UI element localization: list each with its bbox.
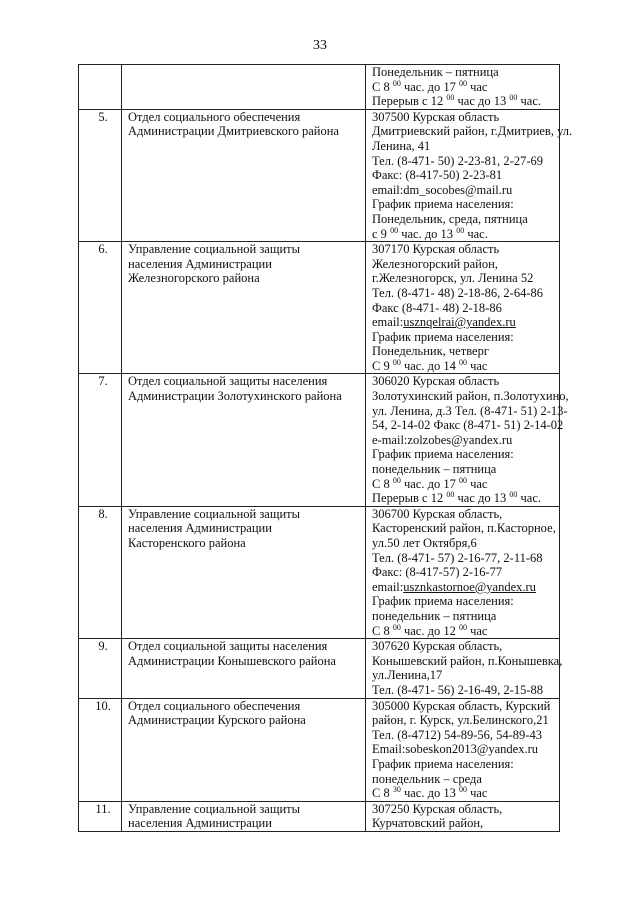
organization-name-line: населения Администрации xyxy=(128,256,272,271)
row-number: 9. xyxy=(79,639,122,698)
contact-info-line: Понедельник, среда, пятница xyxy=(372,211,528,226)
contact-info-line: Конышевский район, п.Конышевка, xyxy=(372,653,563,668)
contact-info xyxy=(366,698,560,801)
organization-name-line: Управление социальной защиты xyxy=(128,242,301,257)
contact-info-line: район, г. Курск, ул.Белинского,21 xyxy=(372,713,549,728)
organization-name xyxy=(122,801,366,831)
contact-info-line: 306020 Курская область xyxy=(372,374,500,389)
contact-info-line: Касторенский район, п.Касторное, xyxy=(372,521,556,536)
contact-info-line: понедельник – среда xyxy=(372,771,482,786)
contact-info-line: ул. Ленина, д.3 Тел. (8-471- 51) 2-13- xyxy=(372,403,568,418)
superscript-minutes: 00 xyxy=(456,225,465,235)
contact-info-line: Факс: (8-417-50) 2-23-81 xyxy=(372,168,503,183)
contact-info-line: Перерыв с 12 $^{00}$ час до 13 $^{00}$ час. xyxy=(372,490,541,506)
contact-info-line: Понедельник – пятница xyxy=(372,65,499,79)
superscript-minutes: 00 xyxy=(392,357,401,367)
contact-info-line: 307170 Курская область xyxy=(372,242,500,257)
organization-name-line: Администрации Золотухинского района xyxy=(128,389,342,404)
contact-info-line: 305000 Курская область, Курский xyxy=(372,698,551,713)
contact-info-line: email:usznkastornoe@yandex.ru xyxy=(372,579,536,594)
superscript-minutes: 00 xyxy=(390,225,399,235)
table-row xyxy=(79,639,560,698)
contact-info-line: Факс: (8-417-57) 2-16-77 xyxy=(372,565,503,580)
contact-info-line: email:dm_socobes@mail.ru xyxy=(372,182,513,197)
organization-name xyxy=(122,242,366,374)
contact-info-line: 307500 Курская область xyxy=(372,109,500,124)
superscript-minutes: 00 xyxy=(446,490,455,500)
contact-info xyxy=(366,506,560,638)
superscript-minutes: 00 xyxy=(458,78,467,88)
superscript-minutes: 00 xyxy=(392,622,401,632)
contact-info-line: Факс (8-471- 48) 2-18-86 xyxy=(372,300,502,315)
row-number: 10. xyxy=(79,698,122,801)
contact-info xyxy=(366,242,560,374)
contact-info-line: С 8 $^{00}$ час. до 17 $^{00}$ час xyxy=(372,475,488,491)
table-row xyxy=(79,698,560,801)
table-body xyxy=(79,65,573,832)
contact-info-line: Тел. (8-471- 57) 2-16-77, 2-11-68 xyxy=(372,550,543,565)
contact-info-line: Железногорский район, xyxy=(372,256,498,271)
contact-info-line: с 9 $^{00}$ час. до 13 $^{00}$ час. xyxy=(372,225,488,241)
row-number: 6. xyxy=(79,242,122,374)
superscript-minutes: 00 xyxy=(458,785,467,795)
table-row xyxy=(79,374,560,506)
contact-info xyxy=(366,639,563,698)
contact-info-line: Тел. (8-471- 56) 2-16-49, 2-15-88 xyxy=(372,682,543,697)
contact-info-line: ул.Ленина,17 xyxy=(372,668,443,683)
organization-name xyxy=(122,109,366,241)
organization-name-line: Отдел социального обеспечения xyxy=(128,109,301,124)
contact-info-line: Понедельник, четверг xyxy=(372,344,489,359)
contact-info-line: График приема населения: xyxy=(372,329,514,344)
contact-info-line: понедельник – пятница xyxy=(372,462,497,477)
contact-info-line: 307250 Курская область, xyxy=(372,801,503,816)
organization-name xyxy=(122,65,366,110)
superscript-minutes: 00 xyxy=(458,357,467,367)
contact-info-line: понедельник – пятница xyxy=(372,608,497,623)
contact-info-line: Тел. (8-471- 50) 2-23-81, 2-27-69 xyxy=(372,153,543,168)
organization-name xyxy=(122,639,366,698)
superscript-minutes: 00 xyxy=(392,475,401,485)
organization-name-line: Управление социальной защиты xyxy=(128,801,301,816)
contact-info-line: e-mail:zolzobes@yandex.ru xyxy=(372,432,513,447)
contact-info-line: Дмитриевский район, г.Дмитриев, ул. xyxy=(372,124,573,139)
table-row xyxy=(79,242,560,374)
contact-info-line: Перерыв с 12 $^{00}$ час до 13 $^{00}$ час. xyxy=(372,93,541,109)
superscript-minutes: 00 xyxy=(446,93,455,103)
contact-info-line: С 8 $^{30}$ час. до 13 $^{00}$ час xyxy=(372,785,488,801)
table-row xyxy=(79,506,560,638)
contacts-table xyxy=(78,64,573,832)
organization-name xyxy=(122,506,366,638)
email-link[interactable]: usznkastornoe@yandex.ru xyxy=(403,579,536,594)
contact-info-line: График приема населения: xyxy=(372,447,514,462)
organization-name-line: населения Администрации xyxy=(128,521,272,536)
contact-info-line: График приема населения: xyxy=(372,197,514,212)
contact-info xyxy=(366,374,569,506)
table-row xyxy=(79,801,560,831)
organization-name-line: Железногорского района xyxy=(128,271,260,286)
contact-info-line: email:usznqelrai@yandex.ru xyxy=(372,315,516,330)
organization-name-line: населения Администрации xyxy=(128,816,272,831)
contact-info xyxy=(366,65,560,110)
organization-name-line: Администрации Курского района xyxy=(128,713,306,728)
organization-name-line: Отдел социального обеспечения xyxy=(128,698,301,713)
superscript-minutes: 30 xyxy=(392,785,401,795)
contact-info-line: Email:sobeskon2013@yandex.ru xyxy=(372,742,538,757)
contact-info-line: Золотухинский район, п.Золотухино, xyxy=(372,389,569,404)
contact-info-line: 307620 Курская область, xyxy=(372,639,503,654)
contact-info-line: Ленина, 41 xyxy=(372,138,431,153)
organization-name-line: Отдел социальной защиты населения xyxy=(128,374,328,389)
superscript-minutes: 00 xyxy=(509,93,518,103)
contact-info-line: С 8 $^{00}$ час. до 12 $^{00}$ час xyxy=(372,622,488,638)
superscript-minutes: 00 xyxy=(458,622,467,632)
page-number: 33 xyxy=(313,38,327,53)
contact-info-line: ул.50 лет Октября,6 xyxy=(372,536,477,550)
email-link[interactable]: usznqelrai@yandex.ru xyxy=(403,315,516,330)
contact-info-line: 306700 Курская область, xyxy=(372,506,503,521)
organization-name xyxy=(122,698,366,801)
contact-info xyxy=(366,801,560,831)
row-number: 11. xyxy=(79,801,122,831)
organization-name-line: Касторенского района xyxy=(128,536,246,550)
contact-info-line: г.Железногорск, ул. Ленина 52 xyxy=(372,271,534,286)
organization-name-line: Администрации Дмитриевского района xyxy=(128,124,339,139)
contact-info-line: График приема населения: xyxy=(372,756,514,771)
superscript-minutes: 00 xyxy=(509,490,518,500)
row-number: 8. xyxy=(79,506,122,638)
contact-info-line: 54, 2-14-02 Факс (8-471- 51) 2-14-02 xyxy=(372,418,564,433)
row-number: 5. xyxy=(79,109,122,241)
contact-info-line: Курчатовский район, xyxy=(372,816,484,831)
row-number: 7. xyxy=(79,374,122,506)
contact-info xyxy=(366,109,573,241)
contact-info-line: Тел. (8-4712) 54-89-56, 54-89-43 xyxy=(372,727,542,742)
contact-info-line: С 9 $^{00}$ час. до 14 $^{00}$ час xyxy=(372,357,488,373)
superscript-minutes: 00 xyxy=(392,78,401,88)
contact-info-line: С 8 $^{00}$ час. до 17 $^{00}$ час xyxy=(372,78,488,94)
table-row xyxy=(79,109,560,241)
table-row xyxy=(79,65,560,110)
contact-info-line: Тел. (8-471- 48) 2-18-86, 2-64-86 xyxy=(372,285,543,300)
organization-name-line: Управление социальной защиты xyxy=(128,506,301,521)
organization-name-line: Администрации Конышевского района xyxy=(128,653,336,668)
organization-name xyxy=(122,374,366,506)
row-number xyxy=(79,65,122,110)
organization-name-line: Отдел социальной защиты населения xyxy=(128,639,328,654)
superscript-minutes: 00 xyxy=(458,475,467,485)
contact-info-line: График приема населения: xyxy=(372,594,514,609)
